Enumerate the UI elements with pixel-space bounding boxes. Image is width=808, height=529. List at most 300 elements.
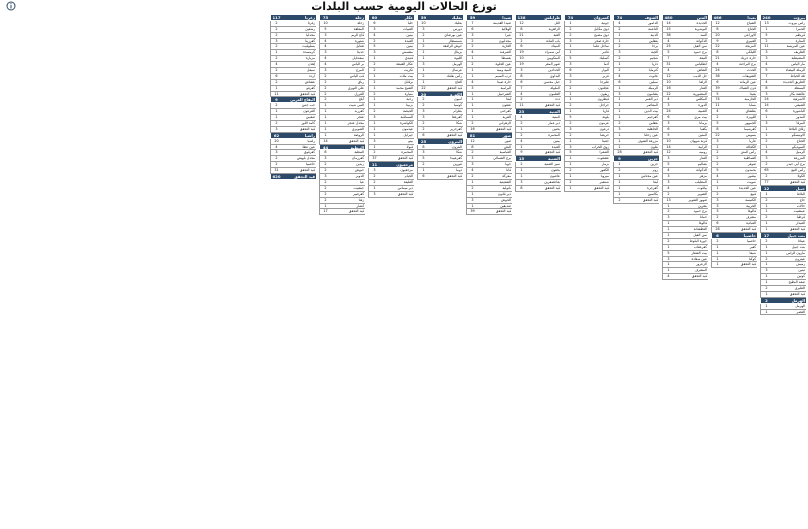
town-name: الليلكي <box>746 50 756 55</box>
town-count: 2 <box>564 103 576 108</box>
town-count: 5 <box>368 44 380 49</box>
town-name: الجديدة <box>696 20 707 25</box>
town-count: 1 <box>613 133 625 138</box>
town-count: 19 <box>515 50 527 55</box>
town-name: الشرحبيل <box>497 91 511 96</box>
town-count: 6 <box>417 174 429 179</box>
town-name: عمشيت <box>793 209 805 214</box>
town-count: 65 <box>760 168 772 173</box>
town-count: 3 <box>319 33 331 38</box>
town-name: الرملة البيضاء <box>785 68 805 73</box>
town-name: قيد التحقق <box>740 227 756 232</box>
town-name: دير القمر <box>645 97 658 102</box>
town-name: بعلبك <box>454 20 462 25</box>
town-count: 4 <box>319 39 331 44</box>
town-count: 1 <box>466 180 478 185</box>
town-name: قيد التحقق <box>789 291 805 296</box>
town-count: 2 <box>466 44 478 49</box>
town-name: الناعمة <box>648 26 658 31</box>
town-count: 13 <box>760 21 772 26</box>
district-total: 44 <box>319 145 331 150</box>
town-count: 1 <box>760 127 772 132</box>
town-name: راشيا <box>307 138 315 143</box>
town-count: 3 <box>466 86 478 91</box>
town-count: 19 <box>515 62 527 67</box>
town-name: مزهر <box>699 174 707 179</box>
town-name: السماقية <box>400 115 413 120</box>
district-name: صيدا <box>502 15 511 20</box>
district-total: 12 <box>760 186 772 191</box>
town-name: تبنين <box>798 268 805 273</box>
town-name: العبادية <box>746 221 756 226</box>
town-count: 2 <box>760 257 772 262</box>
town-row <box>613 198 659 204</box>
town-count: 4 <box>319 44 331 49</box>
town-count: 2 <box>319 180 331 185</box>
town-count: 3 <box>466 162 478 167</box>
town-count: 4 <box>515 115 527 120</box>
town-count: 1 <box>613 139 625 144</box>
town-name: قبولا <box>406 144 413 149</box>
town-count: 17 <box>319 209 331 214</box>
town-count: 3 <box>711 204 723 209</box>
town-name: الفنار <box>699 156 707 161</box>
town-count: 3 <box>564 39 576 44</box>
town-name: شتورة <box>354 38 364 43</box>
district-total: 74 <box>564 15 576 20</box>
town-name: الكنيسة <box>745 197 756 202</box>
town-name: الدورة <box>698 103 707 108</box>
town-count: 7 <box>760 74 772 79</box>
town-count: 1 <box>319 204 331 209</box>
town-count: 6 <box>515 44 527 49</box>
town-name: حبوش <box>354 168 364 173</box>
town-name: الكولا <box>797 174 805 179</box>
town-count: 2 <box>270 162 282 167</box>
district-name: مرجعيون <box>396 162 413 168</box>
town-name: المنكوبين <box>546 56 560 61</box>
town-name: القبة <box>553 32 560 37</box>
town-count: 2 <box>515 39 527 44</box>
town-count: 2 <box>613 44 625 49</box>
town-count: 1 <box>662 233 674 238</box>
town-name: الحازمية <box>744 97 756 102</box>
town-count: 1 <box>760 209 772 214</box>
town-count: 3 <box>662 174 674 179</box>
town-count: 3 <box>466 33 478 38</box>
town-count: 5 <box>564 115 576 120</box>
town-name: بسابا <box>749 103 756 108</box>
town-name: التل <box>554 20 560 25</box>
town-count: 14 <box>662 21 674 26</box>
town-name: الغبيري <box>745 38 756 43</box>
town-name: بنت جبيل <box>791 244 805 249</box>
town-count: 2 <box>711 215 723 220</box>
town-count: 3 <box>711 139 723 144</box>
district-column <box>662 15 708 280</box>
district-name: بيروت <box>793 15 805 20</box>
town-count: 1 <box>368 103 380 108</box>
town-name: ببنين <box>406 44 413 49</box>
town-name: كفرزينا <box>305 38 315 43</box>
town-name: برج الشمالي <box>493 156 511 161</box>
town-name: المحمرة <box>401 150 413 155</box>
town-count: 2 <box>760 174 772 179</box>
info-icon <box>6 1 16 11</box>
town-name: حالات <box>796 203 805 208</box>
town-name: بعقلين <box>648 121 658 126</box>
town-count: 6 <box>662 127 674 132</box>
town-name: أدما <box>603 62 609 67</box>
town-name: القصر <box>796 309 805 314</box>
town-name: الصرفند <box>499 50 511 55</box>
town-count: 20 <box>270 139 282 144</box>
town-row <box>466 209 512 215</box>
district-name: قيد التحقق <box>294 174 315 179</box>
town-name: عين بورضاي <box>444 32 462 37</box>
town-count: 1 <box>613 97 625 102</box>
town-name: سبعل <box>306 68 315 73</box>
town-count: 3 <box>662 121 674 126</box>
town-count: 1 <box>711 186 723 191</box>
district-column <box>319 15 365 215</box>
town-name: الشوير <box>697 191 707 196</box>
town-count: 25 <box>662 44 674 49</box>
town-count: 1 <box>613 103 625 108</box>
town-name: قيد التحقق <box>495 126 511 131</box>
town-name: الطيري <box>794 285 805 290</box>
town-name: دير عمار <box>547 121 560 126</box>
town-count: 2 <box>711 162 723 167</box>
town-count: 3 <box>711 198 723 203</box>
district-name: البترون <box>448 138 462 144</box>
town-count: 1 <box>662 204 674 209</box>
town-name: الرميل <box>795 150 805 155</box>
town-count: 2 <box>466 121 478 126</box>
town-count: 1 <box>760 280 772 285</box>
town-name: زفتا <box>358 197 364 202</box>
town-name: كفرعقا <box>452 115 462 120</box>
town-name: الدوير <box>355 174 364 179</box>
town-name: عيدمون <box>402 126 413 131</box>
town-name: قيد التحقق <box>691 274 707 279</box>
town-count: 1 <box>564 21 576 26</box>
district-total: 17 <box>760 233 772 238</box>
town-count: 3 <box>368 192 380 197</box>
town-count: 1 <box>466 204 478 209</box>
town-count: 1 <box>368 145 380 150</box>
town-count: 16 <box>662 86 674 91</box>
town-name: عائشة بكار <box>789 91 805 96</box>
town-count: 7 <box>515 86 527 91</box>
town-name: كفير <box>749 244 756 249</box>
town-name: الكفور <box>600 168 609 173</box>
town-count: 8 <box>515 186 527 191</box>
town-count: 9 <box>515 150 527 155</box>
district-total: 117 <box>270 15 282 20</box>
town-name: الهرمل <box>795 303 805 308</box>
town-name: الطريق الجديدة <box>783 79 805 84</box>
town-count: 2 <box>613 168 625 173</box>
town-count: 1 <box>417 68 429 73</box>
town-count: 7 <box>662 56 674 61</box>
town-count: 3 <box>368 50 380 55</box>
district-total: 620 <box>270 174 282 179</box>
district-total: 23 <box>515 109 527 114</box>
town-name: جبرايل <box>403 132 413 137</box>
town-count: 5 <box>662 251 674 256</box>
town-row <box>319 209 365 215</box>
town-name: قاع الريم <box>351 32 364 37</box>
town-name: بيت الدين <box>644 109 658 114</box>
town-count: 8 <box>711 27 723 32</box>
town-count: 20 <box>417 21 429 26</box>
town-name: ريفون <box>600 91 609 96</box>
town-name: عرسال <box>451 68 462 73</box>
town-name: شحيم <box>649 56 658 61</box>
town-count: 4 <box>662 274 674 279</box>
town-name: معركة <box>502 174 511 179</box>
town-count: 3 <box>613 127 625 132</box>
town-name: كفرجرة <box>647 185 658 190</box>
town-name: الشعيتية <box>499 179 511 184</box>
town-name: زبدين <box>356 162 364 167</box>
district-total: 80 <box>368 15 380 20</box>
town-count: 3 <box>319 174 331 179</box>
town-count: 1 <box>760 204 772 209</box>
district-name: زغرتا <box>305 15 315 20</box>
town-name: الشياح <box>746 20 756 25</box>
town-count: 3 <box>760 156 772 161</box>
town-count: 4 <box>319 62 331 67</box>
town-name: بقسطا <box>501 56 511 61</box>
town-name: بيصور <box>747 174 756 179</box>
town-name: السوديكو <box>792 144 805 149</box>
town-count: 22 <box>711 133 723 138</box>
town-count: 3 <box>613 92 625 97</box>
town-name: المية ومية <box>496 68 511 73</box>
town-count: 2 <box>368 39 380 44</box>
town-name: قانا <box>506 168 511 173</box>
town-count: 22 <box>417 86 429 91</box>
town-count: 2 <box>368 92 380 97</box>
town-name: الغازية <box>501 44 511 49</box>
town-count: 3 <box>662 257 674 262</box>
town-name: المرج <box>356 68 364 73</box>
district-total: 240 <box>760 15 772 20</box>
district-header-row <box>270 174 316 180</box>
town-count: 3 <box>613 50 625 55</box>
town-name: قيد التحقق <box>544 185 560 190</box>
town-name: قيد التحقق <box>299 126 315 131</box>
town-name: ميروبا <box>600 174 609 179</box>
town-count: 1 <box>564 174 576 179</box>
town-name: عين الرمانة <box>739 79 756 84</box>
town-count: 1 <box>711 257 723 262</box>
town-name: شبعا <box>749 250 756 255</box>
town-name: عين سعادة <box>691 256 707 261</box>
town-count: 3 <box>760 92 772 97</box>
town-name: الحمرا <box>796 26 805 31</box>
town-count: 6 <box>417 133 429 138</box>
town-count: 5 <box>711 92 723 97</box>
town-name: عين مجدلين <box>640 174 658 179</box>
town-name: كفرشيما <box>743 126 756 131</box>
town-count: 2 <box>760 139 772 144</box>
town-name: دوما <box>456 168 462 173</box>
town-name: القرعون <box>303 109 315 114</box>
town-name: عنجر <box>356 115 364 120</box>
town-count: 4 <box>515 139 527 144</box>
town-count: 1 <box>368 86 380 91</box>
town-name: بقاعصفرين <box>544 179 560 184</box>
district-name: المتن <box>696 15 707 20</box>
town-count: 1 <box>564 97 576 102</box>
town-name: ذوق مصبح <box>594 32 609 37</box>
town-name: مجدليا <box>306 32 315 37</box>
town-count: 2 <box>319 92 331 97</box>
town-count: 2 <box>319 186 331 191</box>
town-count: 1 <box>760 292 772 297</box>
town-name: كفرفو <box>306 85 315 90</box>
town-name: الجمهور <box>744 121 756 126</box>
town-count: 2 <box>564 168 576 173</box>
district-column <box>613 15 659 204</box>
town-name: الدبية <box>650 32 658 37</box>
town-name: بكاسين <box>647 191 658 196</box>
town-name: الحوش <box>500 197 511 202</box>
town-count: 2 <box>760 198 772 203</box>
town-name: الخريبة <box>746 203 756 208</box>
town-name: دير ميماس <box>397 185 413 190</box>
town-count: 3 <box>564 145 576 150</box>
town-name: المدور <box>796 115 805 120</box>
town-name: تعنايل <box>355 44 364 49</box>
town-name: البرامية <box>500 85 511 90</box>
town-count: 6 <box>270 74 282 79</box>
town-count: 4 <box>760 150 772 155</box>
town-name: عين المريسة <box>786 44 805 49</box>
town-count: 2 <box>760 239 772 244</box>
town-count: 2 <box>564 133 576 138</box>
town-count: 1 <box>662 268 674 273</box>
town-count: 1 <box>760 251 772 256</box>
town-row <box>515 186 561 192</box>
town-count: 1 <box>711 245 723 250</box>
town-name: منيارة <box>404 91 413 96</box>
town-name: عيناثا <box>797 238 805 243</box>
town-count: 2 <box>270 44 282 49</box>
town-name: جاج <box>799 197 805 202</box>
town-count: 31 <box>270 168 282 173</box>
town-name: الخيام <box>404 174 413 179</box>
town-count: 2 <box>270 33 282 38</box>
town-name: كامد اللوز <box>301 121 315 126</box>
town-count: 1 <box>613 145 625 150</box>
town-count: 4 <box>270 62 282 67</box>
town-name: القماطية <box>743 156 756 161</box>
town-name: الجناح <box>796 138 805 143</box>
town-name: قيد التحقق <box>544 150 560 155</box>
town-count: 5 <box>417 156 429 161</box>
town-count: 3 <box>368 27 380 32</box>
town-count: 3 <box>760 56 772 61</box>
town-count: 2 <box>368 180 380 185</box>
town-count: 14 <box>662 145 674 150</box>
town-name: درعون <box>599 126 609 131</box>
town-name: طبرجا <box>600 79 609 84</box>
town-count: 1 <box>515 168 527 173</box>
town-name: تنورين <box>453 162 462 167</box>
town-count: 2 <box>564 180 576 185</box>
town-count: 2 <box>515 162 527 167</box>
town-row <box>711 262 757 268</box>
district-name: بعبدا <box>747 15 756 20</box>
town-name: شكا <box>456 150 462 155</box>
town-name: بزبينا <box>406 103 413 108</box>
town-count: 1 <box>466 103 478 108</box>
town-count: 11 <box>270 92 282 97</box>
town-name: فرن الشباك <box>739 85 756 90</box>
town-count: 3 <box>417 27 429 32</box>
town-count: 10 <box>515 56 527 61</box>
town-count: 3 <box>662 180 674 185</box>
town-name: جعيتا <box>602 138 609 143</box>
town-count: 2 <box>417 162 429 167</box>
town-row <box>417 174 463 180</box>
town-count: 2 <box>368 68 380 73</box>
town-name: المنصورية <box>692 91 707 96</box>
town-count: 1 <box>613 192 625 197</box>
town-count: 3 <box>515 180 527 185</box>
town-count: 2 <box>662 192 674 197</box>
town-name: حارة صخر <box>594 38 609 43</box>
town-name: قبيع <box>750 191 756 196</box>
town-count: 4 <box>760 62 772 67</box>
town-name: جديتا <box>357 50 364 55</box>
town-name: تكريت <box>404 68 413 73</box>
town-count: 2 <box>564 33 576 38</box>
town-count: 1 <box>613 180 625 185</box>
town-name: البوار <box>601 68 609 73</box>
town-name: العباسية <box>499 150 511 155</box>
town-name: برقايل <box>404 79 413 84</box>
town-count: 1 <box>564 44 576 49</box>
town-count: 3 <box>368 139 380 144</box>
town-name: حمانا <box>699 215 707 220</box>
town-count: 2 <box>270 56 282 61</box>
town-count: 3 <box>319 68 331 73</box>
town-count: 4 <box>711 109 723 114</box>
town-name: الاشرفية <box>792 97 805 102</box>
town-name: شمسطار <box>448 38 462 43</box>
town-count: 1 <box>319 121 331 126</box>
town-count: 1 <box>466 115 478 120</box>
town-count: 1 <box>515 145 527 150</box>
town-count: 1 <box>760 192 772 197</box>
town-count: 1 <box>417 168 429 173</box>
town-name: زقاق البلاط <box>788 126 805 131</box>
town-count: 1 <box>711 180 723 185</box>
town-count: 10 <box>662 80 674 85</box>
town-count: 3 <box>270 39 282 44</box>
town-count: 1 <box>319 115 331 120</box>
town-count: 2 <box>515 97 527 102</box>
town-count: 2 <box>613 68 625 73</box>
town-count: 13 <box>662 198 674 203</box>
town-count: 6 <box>760 109 772 114</box>
town-name: كسليك <box>599 56 609 61</box>
